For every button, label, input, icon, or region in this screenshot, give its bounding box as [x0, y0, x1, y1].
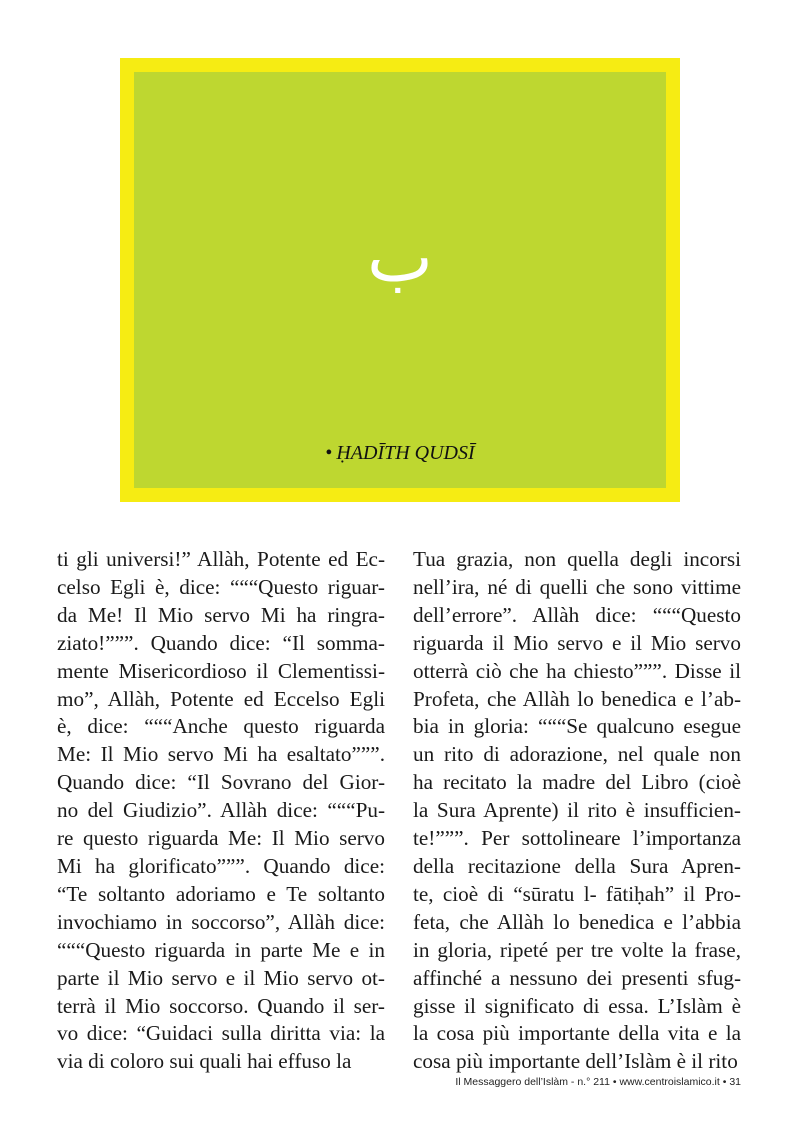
- text-line: è, dice: “““Anche questo riguarda: [57, 714, 385, 739]
- text-line: via di coloro sui quali hai effuso la: [57, 1049, 352, 1074]
- right-text-column: [413, 546, 741, 1076]
- text-line: mente Misericordioso il Clementissi-: [57, 658, 385, 683]
- caption-bullet: •: [325, 442, 333, 464]
- text-line: te!”””. Per sottolineare l’importanza: [413, 826, 741, 851]
- text-line: nell’ira, né di quelli che sono vittime: [413, 574, 741, 599]
- text-line: da Me! Il Mio servo Mi ha ringra-: [57, 602, 385, 627]
- text-line: della recitazione della Sura Apren-: [413, 853, 741, 878]
- text-line: vo dice: “Guidaci sulla diritta via: la: [57, 1021, 385, 1046]
- text-line: “““Questo riguarda in parte Me e in: [57, 937, 385, 962]
- text-line: un rito di adorazione, nel quale non: [413, 742, 741, 767]
- text-line: ha recitato la madre del Libro (cioè: [413, 770, 741, 795]
- text-line: te, cioè di “sūratu l- fātiḥah” il Pro-: [413, 881, 741, 906]
- text-line: parte il Mio servo e il Mio servo ot-: [57, 965, 385, 990]
- text-line: Mi ha glorificato”””. Quando dice:: [57, 853, 385, 878]
- text-line: mo”, Allàh, Potente ed Eccelso Egli: [57, 686, 385, 711]
- arabic-letter-ba: ب: [367, 216, 433, 298]
- text-line: ti gli universi!” Allàh, Potente ed Ec-: [57, 547, 385, 571]
- box-caption: [134, 442, 666, 465]
- text-line: Profeta, che Allàh lo benedica e l’ab-: [413, 686, 741, 711]
- text-line: celso Egli è, dice: “““Questo riguar-: [57, 574, 385, 599]
- text-line: feta, che Allàh lo benedica e l’abbia: [413, 909, 741, 934]
- text-line: bia in gloria: “““Se qualcuno esegue: [413, 714, 741, 739]
- text-line: otterrà ciò che ha chiesto”””. Disse il: [413, 658, 741, 683]
- text-line: Quando dice: “Il Sovrano del Gior-: [57, 770, 385, 795]
- text-line: riguarda il Mio servo e il Mio servo: [413, 630, 741, 655]
- text-line: invochiamo in soccorso”, Allàh dice:: [57, 909, 385, 934]
- highlight-box: [134, 72, 666, 488]
- text-line: no del Giudizio”. Allàh dice: “““Pu-: [57, 798, 385, 823]
- text-line: Me: Il Mio servo Mi ha esaltato”””.: [57, 742, 385, 767]
- text-line: la Sura Aprente) il rito è insufficien-: [413, 798, 741, 823]
- text-line: re questo riguarda Me: Il Mio servo: [57, 826, 385, 851]
- left-text-column: [57, 546, 385, 1076]
- caption-title: ḤADĪTH QUDSĪ: [336, 442, 475, 464]
- text-line: Tua grazia, non quella degli incorsi: [413, 547, 741, 571]
- text-line: la cosa più importante della vita e la: [413, 1021, 741, 1046]
- text-line: gisse il significato di essa. L’Islàm è: [413, 993, 741, 1018]
- text-line: in gloria, ripeté per tre volte la frase,: [413, 937, 741, 962]
- text-line: cosa più importante dell’Islàm è il rito: [413, 1049, 738, 1074]
- page-footer: Il Messaggero dell’Islàm - n.° 211 • www.centroislamico.it • 31: [455, 1076, 741, 1088]
- text-line: “Te soltanto adoriamo e Te soltanto: [57, 881, 385, 906]
- text-line: dell’errore”. Allàh dice: “““Questo: [413, 602, 741, 627]
- text-line: affinché a nessuno dei presenti sfug-: [413, 965, 741, 990]
- text-line: terrà il Mio soccorso. Quando il ser-: [57, 993, 385, 1018]
- text-line: ziato!”””. Quando dice: “Il somma-: [57, 630, 385, 655]
